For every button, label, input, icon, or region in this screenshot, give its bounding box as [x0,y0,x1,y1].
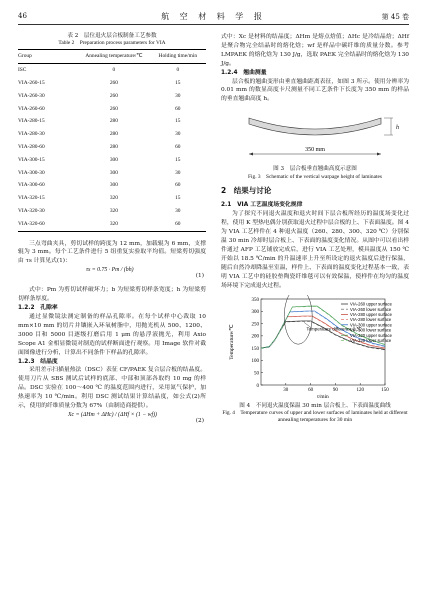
cell-temperature: 320 [109,220,118,227]
col-header-time: Holding time/min [158,53,198,60]
y-tick-label: 50 [254,371,259,377]
subsection-heading: 2.1 VIA 工艺温度场变化规律 [221,202,303,209]
page-number: 46 [18,12,27,20]
legend-entry: VIA-280 lower surface [350,316,392,322]
cell-time: 30 [175,207,181,214]
table-header-row [18,50,206,64]
cell-time: 0 [176,67,180,74]
legend-entry: VIA-260 upper surface [350,301,392,307]
equation-1 [18,266,206,286]
paragraph: 层合板的翘曲变形由垂直翘曲距离表征，如图 3 所示。使用分辨率为 0.01 mm 的数显高度卡尺测量不同工艺条件下长度为 350 mm 的样品的垂直翘曲高度 h。 [221,78,409,103]
figure3-caption-cn: 图 3 层合板垂直翘曲高度示意图 [273,166,357,173]
col-header-group: Group [18,53,32,60]
cell-group: VIA-260-30 [18,92,45,99]
cell-temperature: 280 [109,118,118,125]
cell-time: 60 [175,182,181,189]
table-row [18,205,206,218]
cell-group: VIA-260-15 [18,79,45,86]
table2-caption-cn: 表 2 层位退火层合板制备工艺参数 [67,33,157,39]
cell-time: 30 [175,92,181,99]
subsection-heading: 1.2.2 孔隙率 [18,305,58,312]
table-row [18,77,206,90]
legend-entry: VIA-320 lower surface [350,337,392,343]
arrowhead-left [249,153,253,156]
paragraph: 式中：Pm 为剪切试样破坏力；b 为短梁剪切样条宽度；h 为短梁剪切样条厚度。 [18,287,206,303]
cell-group: VIA-320-30 [18,207,45,214]
legend-entry: VIA-300 lower surface [350,327,392,333]
cell-group: VIA-300-30 [18,169,45,176]
cell-temperature: 260 [109,105,118,112]
cell-temperature: 320 [109,207,118,214]
section-heading: 2 结果与讨论 [221,185,272,195]
cell-temperature: 300 [109,182,118,189]
y-tick-label: 0 [256,383,259,389]
cell-group: VIA-260-60 [18,105,45,112]
subsection-heading: 1.2.4 翘曲测量 [221,69,267,76]
warpage-schematic [221,104,409,162]
y-tick-label: 300 [251,309,259,315]
journal-title: 航 空 材 料 学 报 [161,12,266,21]
cell-temperature: 300 [109,169,118,176]
page-header [18,10,409,25]
laminate-shape [249,118,381,135]
cell-group: VIA-280-15 [18,118,45,125]
cell-time: 15 [175,195,181,202]
temperature-chart [221,295,409,403]
left-column [18,33,206,431]
cell-temperature: 0 [112,67,116,74]
x-axis-label: t/min [317,393,329,400]
legend-entry: VIA-320 upper surface [350,332,392,338]
cell-group: VIA-320-60 [18,220,45,227]
paragraph: 式中：Xc 是材料的结晶度；ΔHm 是熔点焓值；ΔHc 是冷结晶焓；ΔHf 是聚合物完全结晶时的熔化焓；wf 是样品中碳纤维的质量分数。参考 LMPAEK 的熔化焓为 130 J/g，选取 PAEK 完全结晶时的熔化焓为 130 J/g。 [221,34,409,67]
cell-group: VIA-280-60 [18,143,45,150]
y-tick-label: 100 [251,358,259,364]
length-label: 350 mm [305,147,325,154]
cell-temperature: 280 [109,131,118,138]
col-header-temp: Annealing temperature/℃ [85,53,143,60]
x-tick-label: 150 [381,387,389,393]
legend-entry: VIA-280 upper surface [350,311,392,317]
volume-label: 第 45 卷 [381,13,409,21]
cell-group: VIA-300-60 [18,182,45,189]
cell-time: 15 [175,156,181,163]
subsection-heading: 1.2.3 结晶度 [18,358,58,365]
cell-temperature: 320 [109,195,118,202]
y-axis-label: Temperature/℃ [229,323,235,360]
table-row [18,154,206,167]
cell-time: 60 [175,220,181,227]
cell-temperature: 260 [109,79,118,86]
cell-temperature: 260 [109,92,118,99]
x-tick-label: 120 [356,387,364,393]
y-tick-label: 150 [251,346,259,352]
annotation-text: Temperature difference 2 ℃ [306,325,362,331]
y-tick-label: 200 [251,334,259,340]
annotation-ellipse [284,295,312,344]
cell-time: 15 [175,79,181,86]
right-column [221,33,409,424]
table-row [18,64,206,77]
cell-group: ISC [18,67,27,74]
equation-2 [18,411,206,431]
paragraph: 三点弯曲夹具，剪切试样的跨度为 12 mm，加载辊为 6 mm，支撑辊为 3 mm。每个工艺条件进行 5 组重复实验取平均值。短梁剪切强度由 τs 计算见式(1)： [18,240,206,265]
table-row [18,167,206,180]
table-row [18,115,206,128]
x-tick-label: 30 [283,387,289,393]
legend-entry: VIA-260 lower surface [350,306,392,312]
legend-entry: VIA-300 upper surface [350,321,392,327]
equation-number: (1) [195,273,204,280]
paragraph: 采用差示扫描量热法（DSC）表征 CF/PAEK 复合层合板的结晶度。使用刀片从 SBS 测试后试样的底部、中部和顶部各取约 10 mg 的样品。DSC 实验在 100～400 ℃ 的温度范围内进行，采用氮气保护，加热速率为 10 ℃/min。利用 DSC 测试结果计算结晶度，如公式(2)所示，使用的纤维质量分数为 67%（由制造商提供）。 [18,367,206,410]
paragraph: 为了探究不同退火温度和退火时间下层合板所经历的温度场变化过程，使用 K 型热电偶分别获取退火过程中层合板的上、下表面温度。图 4 为 VIA 工艺样件在 4 种退火温度（260、280、300、320 ℃）分别保温 30 min 冷却时层合板上、下表面的温度变化情况。从图中可以看出样件通过 AFP 工艺铺放完成后，进行 VIA 工艺处理，模具温度从 150 ℃ 开始以 18.5 ℃/min 的升温速率上升至所设定的退火温度后进行保温，随后自然冷却降温至室温，样件上、下表面的温度变化过程基本一致，表明 VIA 工艺中的硅胶垫陶瓷纤维毯可以有效保温，使样件在均匀的温度场环境下完成退火过程。 [221,211,409,289]
table-row [18,218,206,231]
table2-caption-en: Table 2 Preparation process parameters for VIA [58,40,166,47]
x-tick-label: 60 [308,387,314,393]
cell-temperature: 300 [109,156,118,163]
x-tick-label: 90 [332,387,338,393]
cell-temperature: 280 [109,143,118,150]
figure3-caption-en: Fig. 3 Schematic of the vertical warpage height of laminates [248,173,382,180]
cell-time: 30 [175,131,181,138]
table-row [18,141,206,154]
cell-time: 60 [175,143,181,150]
equation-number: (2) [195,417,204,424]
paragraph: 通过显微镜法测定制备的样品孔隙率。在每个试样中心裁取 10 mm×10 mm 的切片并镶嵌入环氧树脂中，用抛光机从 500、1200、3000 目和 5000 目逐级打磨后用 1 μm 的悬浮液抛光，利用 Axio Scope A1 金相显微镜对制造的试样断面进行观察。用 Image 软件对截面图像进行分析，计算出不同条件下样品的孔隙率。 [18,314,206,356]
table-row [18,90,206,103]
cell-time: 60 [175,105,181,112]
table-row [18,103,206,116]
table-row [18,192,206,205]
cell-group: VIA-320-15 [18,195,45,202]
cell-time: 15 [175,118,181,125]
figure4-caption-en: Fig. 4 Temperature curves of upper and lower surfaces of laminates held at different annealing temperatures for 30 min [222,409,408,423]
process-table [18,49,206,231]
table-row [18,179,206,192]
table-row [18,128,206,141]
figure4-caption-cn: 图 4 不同退火温度保温 30 min 层合板上、下表面温度曲线 [239,402,391,409]
cell-time: 30 [175,169,181,176]
cell-group: VIA-300-15 [18,156,45,163]
y-tick-label: 350 [251,297,259,303]
equation-body: Xc = (ΔHm + ΔHc) / (ΔHf × (1 − wf)) [68,411,157,418]
height-label: h [396,125,399,132]
arrowhead-right [377,153,381,156]
equation-body: τs = 0.75 · Pm / (bh) [86,267,134,274]
y-tick-label: 250 [251,321,259,327]
cell-group: VIA-280-30 [18,131,45,138]
